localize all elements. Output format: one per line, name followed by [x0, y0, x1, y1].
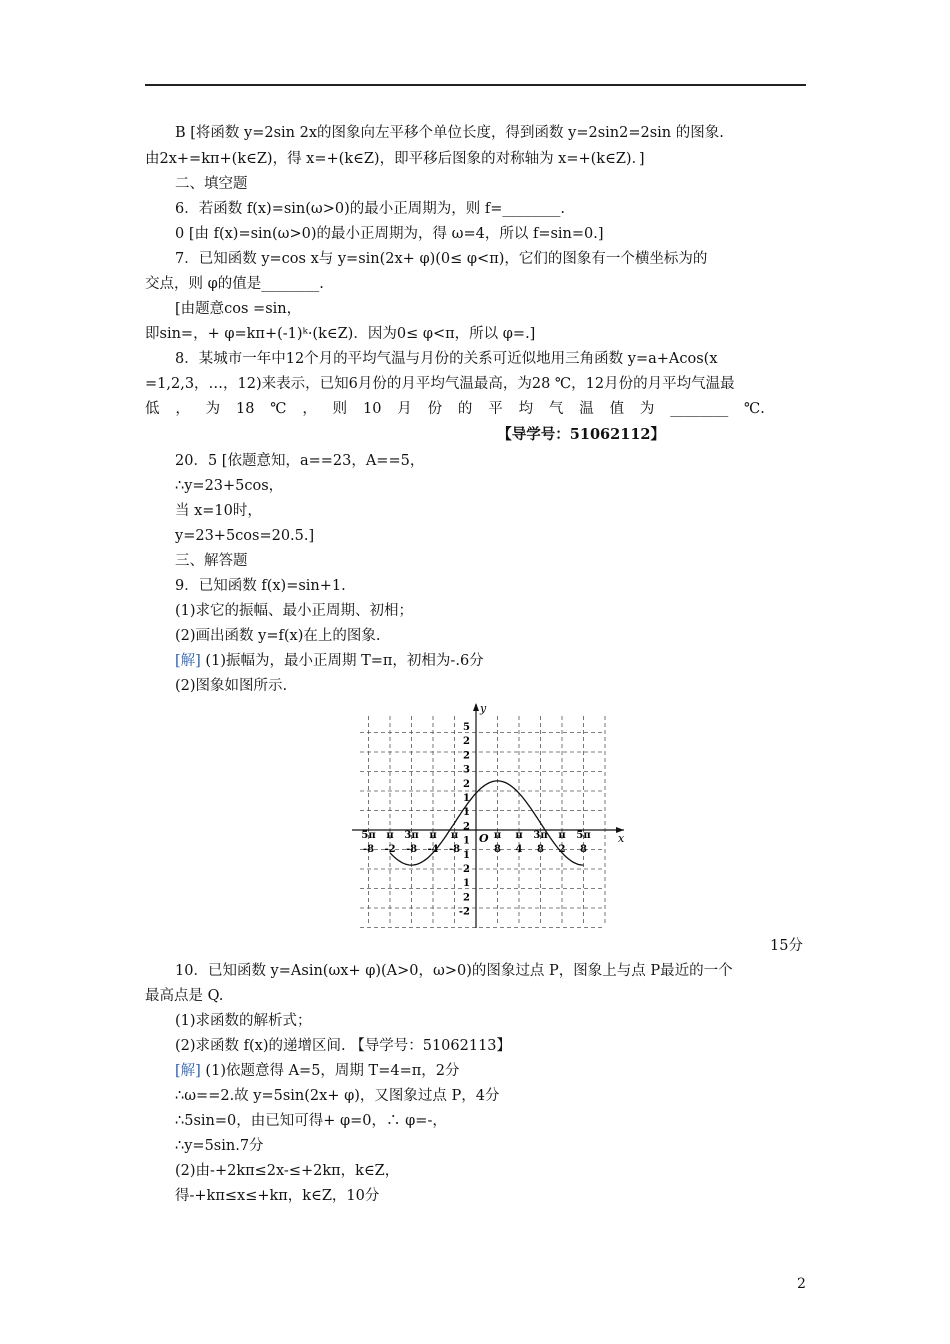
x-tick-numerator: 3π [404, 830, 419, 841]
text-line: [由题意cos =sin， [175, 301, 302, 317]
text-line: 9．已知函数 f(x)=sin+1. [175, 578, 346, 594]
y-tick-label: 2 [463, 778, 470, 790]
x-tick-denominator: -2 [384, 844, 396, 855]
function-graph-svg [350, 700, 630, 930]
sine-curve [390, 778, 584, 865]
text-line: 由2x+=kπ+(k∈Z)，得 x=+(k∈Z)，即平移后图象的对称轴为 x=+(k∈Z)．] [145, 151, 645, 167]
text-line: 三、解答题 [175, 553, 248, 569]
text-line: 0 [由 f(x)=sin(ω>0)的最小正周期为，得 ω=4，所以 f=sin=0.] [175, 226, 604, 242]
text-line: ∴5sin=0，由已知可得+ φ=0，∴ φ=-， [175, 1113, 447, 1129]
q8-word: ， [302, 401, 317, 417]
y-tick-label: 2 [463, 750, 470, 762]
q8-word: 为 [205, 401, 221, 417]
x-tick-denominator: 8 [537, 844, 544, 855]
x-tick-numerator: π [429, 830, 437, 841]
q8-word: 月 [397, 401, 412, 417]
page-number: 2 [797, 1276, 806, 1292]
text-line: 二、填空题 [175, 176, 248, 192]
x-tick-numerator: π [515, 830, 523, 841]
x-tick-denominator: -8 [405, 844, 418, 855]
text-line: 最高点是 Q. [145, 988, 224, 1004]
q8-line-3-spread [145, 400, 765, 418]
q8-word: 18 [235, 401, 255, 417]
y-tick-label: 1 [463, 835, 470, 847]
y-axis-label: y [480, 702, 487, 715]
y-axis-arrow-icon [473, 703, 479, 711]
q8-word: 均 [518, 401, 534, 417]
text-line: =1,2,3，…，12)来表示，已知6月份的月平均气温最高，为28 ℃，12月份的月平均气温最 [145, 376, 735, 392]
y-tick-label: 2 [463, 736, 470, 748]
q8-word: ℃ [270, 401, 287, 417]
q8-word: ________ [670, 401, 729, 417]
q9-score: 15分 [770, 938, 803, 954]
q9-solution [175, 652, 840, 670]
text-line: 7．已知函数 y=cos x与 y=sin(2x+ φ)(0≤ φ<π)，它们的图象有一个横坐标为的 [175, 251, 708, 267]
text-line: (2)图象如图所示. [175, 678, 288, 694]
y-tick-label: 1 [463, 878, 470, 890]
x-tick-numerator: π [493, 830, 502, 841]
q9-solution-text: (1)振幅为，最小正周期 T=π，初相为-.6分 [200, 653, 484, 669]
q8-word: 为 [639, 401, 655, 417]
q10-solution [175, 1062, 840, 1080]
x-tick-numerator: π [558, 830, 566, 841]
text-line: (2)由-+2kπ≤2x-≤+2kπ，k∈Z， [175, 1163, 400, 1179]
x-tick-denominator: 8 [580, 844, 587, 855]
q8-word: 值 [609, 401, 625, 417]
q8-reference: 【导学号：51062112】 [497, 426, 665, 443]
q8-word: ℃. [744, 401, 765, 417]
y-tick-label: 5 [463, 722, 470, 733]
header-rule [145, 84, 806, 86]
text-line: 10．已知函数 y=Asin(ωx+ φ)(A>0，ω>0)的图象过点 P，图象上与点 P最近的一个 [175, 963, 733, 979]
y-tick-label: 2 [463, 864, 470, 875]
text-line: ∴ω==2.故 y=5sin(2x+ φ)，又图象过点 P，4分 [175, 1088, 500, 1104]
x-tick-denominator: -8 [362, 844, 375, 855]
x-tick-denominator: -8 [448, 844, 461, 855]
y-tick-label: 1 [463, 849, 470, 861]
text-line: 6．若函数 f(x)=sin(ω>0)的最小正周期为，则 f=________. [175, 201, 566, 217]
q8-word: 份 [427, 401, 443, 417]
y-tick-label: -2 [458, 906, 470, 918]
text-line: (2)画出函数 y=f(x)在上的图象. [175, 628, 381, 644]
y-tick-label: 1 [463, 807, 470, 819]
x-tick-numerator: 3π [533, 830, 548, 841]
text-line: (1)求函数的解析式； [175, 1013, 312, 1029]
x-tick-numerator: π [450, 830, 459, 841]
q8-word: ， [175, 401, 190, 417]
text-line: (1)求它的振幅、最小正周期、初相； [175, 603, 414, 619]
x-tick-numerator: 5π [576, 830, 591, 841]
text-line: ∴y=5sin.7分 [175, 1138, 264, 1154]
origin-label: O [479, 832, 489, 845]
y-tick-label: 1 [463, 793, 470, 804]
y-tick-label: 2 [463, 892, 470, 904]
x-tick-numerator: 5π [361, 830, 376, 841]
text-line: y=23+5cos=20.5.] [175, 528, 315, 544]
x-tick-denominator: -4 [427, 844, 439, 855]
y-tick-label: 3 [463, 764, 470, 776]
q8-word: 则 [332, 401, 348, 417]
text-line: 当 x=10时， [175, 503, 262, 519]
text-line: 得-+kπ≤x≤+kπ，k∈Z，10分 [175, 1188, 380, 1204]
q10-solution-tag: [解] [175, 1063, 201, 1079]
y-tick-label: 2 [463, 821, 470, 833]
x-tick-denominator: 4 [515, 844, 523, 855]
text-line: B [将函数 y=2sin 2x的图象向左平移个单位长度，得到函数 y=2sin2=2sin 的图象. [175, 125, 724, 141]
x-tick-numerator: π [386, 830, 394, 841]
text-line: ∴y=23+5cos， [175, 478, 284, 494]
q8-word: 平 [488, 401, 503, 417]
text-line: 交点，则 φ的值是________. [145, 276, 324, 292]
x-tick-denominator: 2 [558, 844, 566, 855]
q8-word: 的 [457, 401, 473, 417]
x-axis-label: x [618, 832, 625, 845]
q8-word: 10 [362, 401, 382, 417]
text-line: 8．某城市一年中12个月的平均气温与月份的关系可近似地用三角函数 y=a+Acos(x [175, 351, 718, 367]
q9-solution-tag: [解] [175, 653, 201, 669]
q8-word: 温 [579, 401, 594, 417]
function-graph [350, 700, 630, 930]
text-line: 20．5 [依题意知，a==23，A==5， [175, 453, 425, 469]
text-line: (2)求函数 f(x)的递增区间. 【导学号：51062113】 [175, 1038, 512, 1054]
q8-word: 低 [145, 401, 160, 417]
x-tick-denominator: 8 [494, 844, 501, 855]
text-line: 即sin=，+ φ=kπ+(-1)ᵏ·(k∈Z)．因为0≤ φ<π，所以 φ=.] [145, 326, 536, 342]
q10-solution-text: (1)依题意得 A=5，周期 T=4=π，2分 [200, 1063, 460, 1079]
q8-line-3 [145, 400, 810, 418]
q8-word: 气 [548, 401, 564, 417]
